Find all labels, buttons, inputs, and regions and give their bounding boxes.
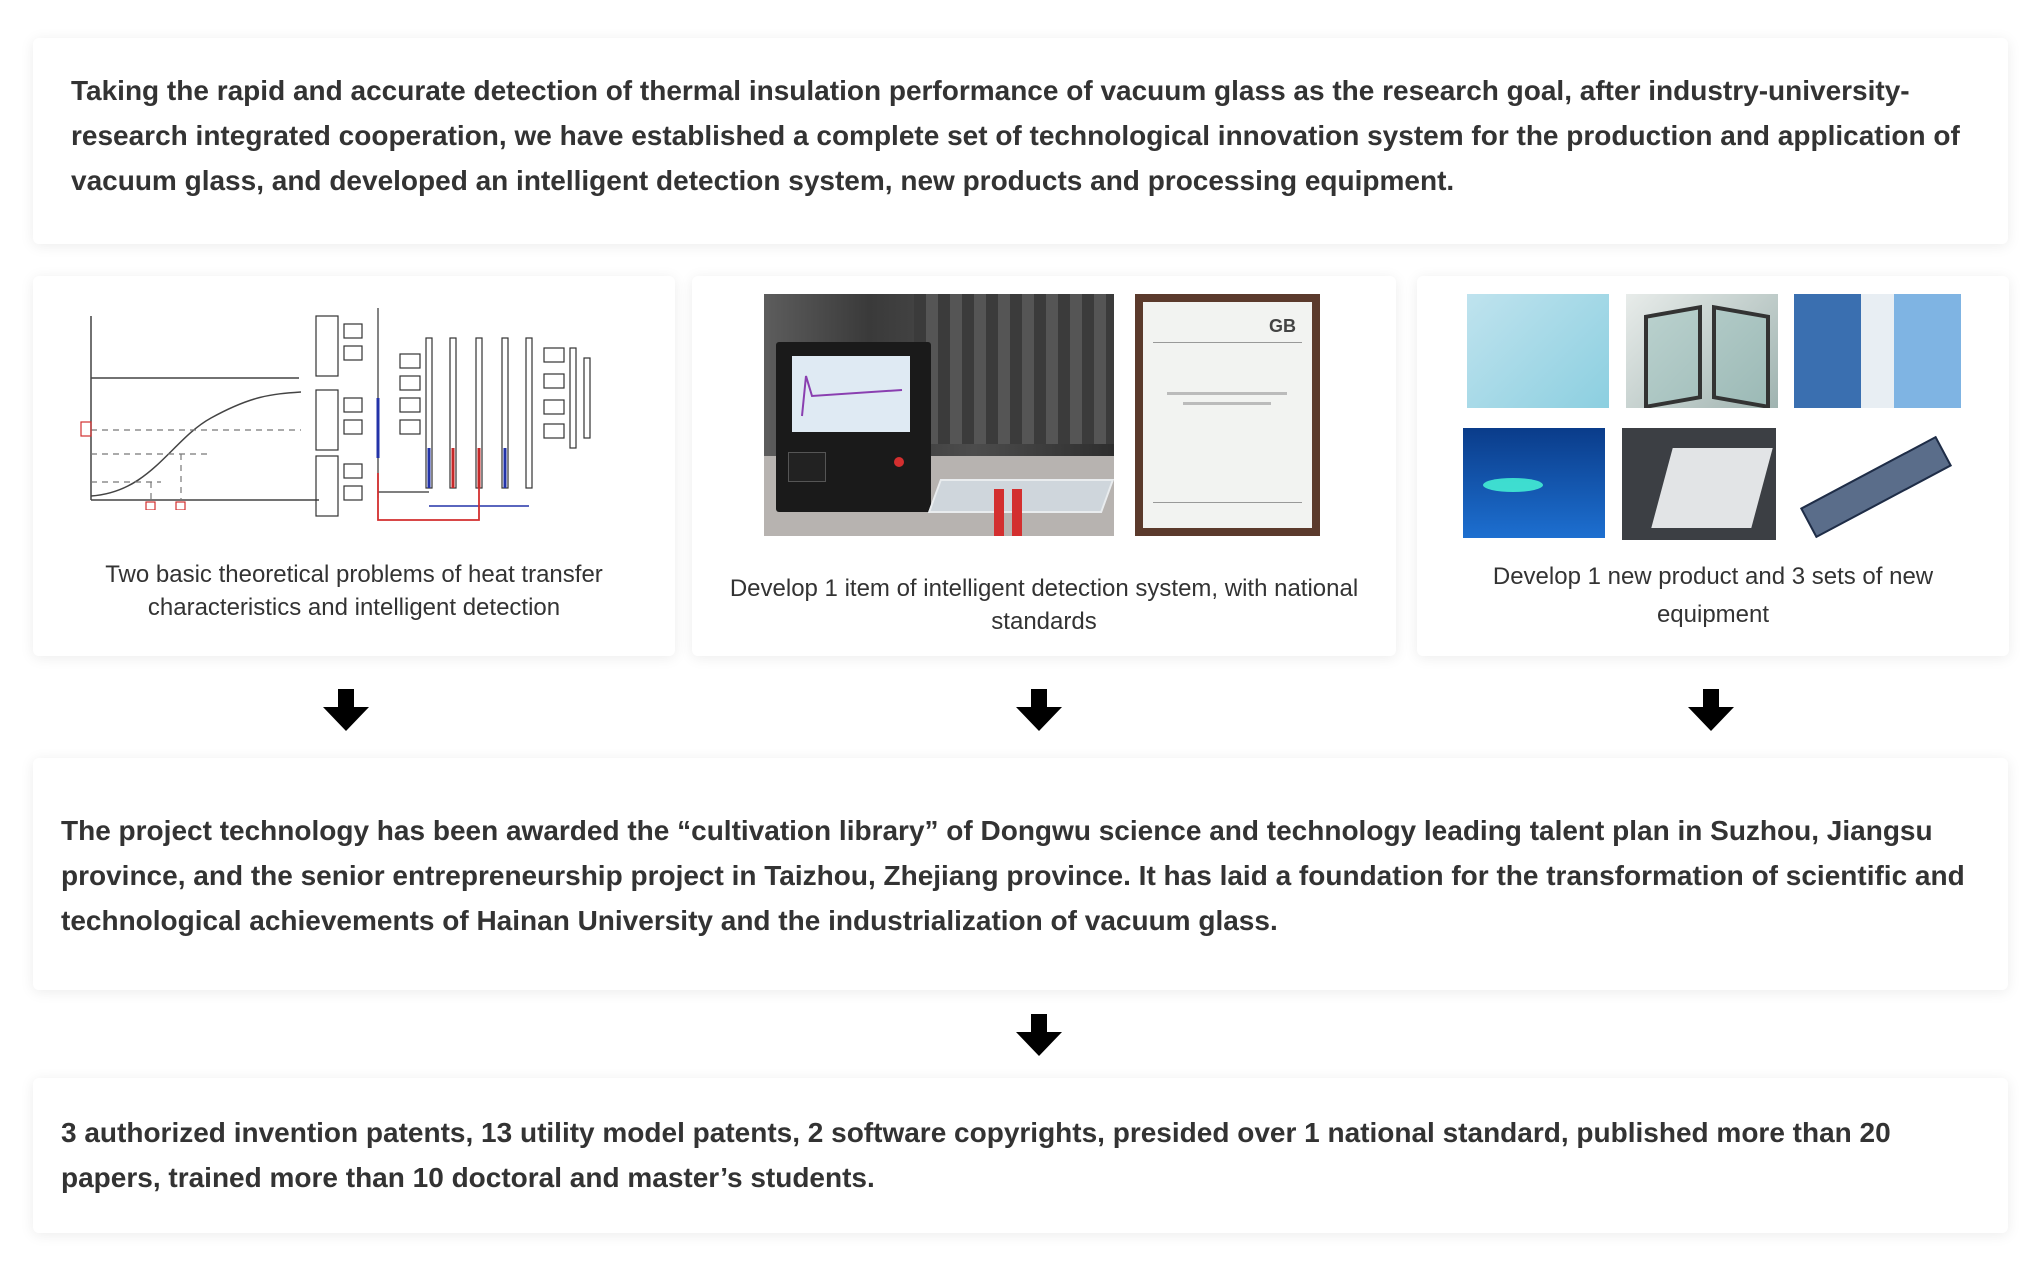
vacuum-glass-photo — [1467, 294, 1609, 408]
doc-title-line — [1167, 392, 1287, 395]
monitor-screen — [792, 356, 910, 432]
award-text: The project technology has been awarded the “cultivation library” of Dongwu science and technology leading talent plan in Suzhou, Jiangsu province, and the senior entrepreneurship project in Taizhou, Zhejiang province. It has laid a foundation for the transformation of scientific and technological achievements of Hainan University and the industrialization of vacuum glass. — [61, 815, 1965, 936]
theory-caption: Two basic theoretical problems of heat transfer characteristics and intelligent detection — [105, 561, 603, 621]
results-text: 3 authorized invention patents, 13 utility model patents, 2 software copyrights, presided over 1 national standard, published more than 20 papers, trained more than 10 doctoral and master’s students. — [61, 1117, 1891, 1193]
results-card — [33, 1078, 2008, 1233]
digital-display — [788, 452, 826, 482]
detection-caption: Develop 1 item of intelligent detection system, with national standards — [729, 575, 1359, 635]
glass-processing-photo — [1463, 428, 1605, 538]
equipment-panel — [1417, 276, 2009, 656]
line-body — [1800, 436, 1952, 538]
production-line-render — [1789, 428, 1961, 540]
intro-card — [33, 38, 2008, 244]
pane-frame — [1644, 305, 1702, 408]
heat-transfer-curve-figure — [61, 310, 321, 510]
detector-monitor — [776, 342, 931, 512]
document-page — [1143, 302, 1312, 528]
detection-device-photo — [764, 294, 1114, 536]
machine-body — [1651, 448, 1772, 528]
theory-panel — [33, 276, 675, 656]
detection-panel — [692, 276, 1396, 656]
red-strap — [994, 489, 1004, 536]
indicator-led — [894, 457, 904, 467]
down-arrow-icon-1 — [323, 689, 369, 731]
national-standard-document — [1135, 294, 1320, 536]
glow — [1483, 478, 1543, 492]
gb-logo: GB — [1269, 316, 1296, 336]
screen-curve-icon — [792, 356, 910, 432]
pane-frame-2 — [1712, 305, 1770, 408]
red-strap-2 — [1012, 489, 1022, 536]
award-card — [33, 758, 2008, 990]
curtain — [914, 294, 1114, 444]
down-arrow-icon-2 — [1016, 689, 1062, 731]
detection-circuit-diagram — [308, 298, 648, 528]
doc-title-line-2 — [1183, 402, 1271, 405]
processing-machine-photo — [1622, 428, 1776, 540]
equipment-caption: Develop 1 new product and 3 sets of new equipment — [1492, 563, 1934, 628]
down-arrow-icon-3 — [1688, 689, 1734, 731]
intro-text: Taking the rapid and accurate detection of thermal insulation performance of vacuum glass as the research goal, after industry-university-research integrated cooperation, we have established a complete set of technological innovation system for the production and application of vacuum glass, and developed an intelligent detection system, new products and processing equipment. — [71, 75, 1960, 196]
down-arrow-icon-4 — [1016, 1014, 1062, 1056]
building-facade-photo — [1794, 294, 1961, 408]
doc-header-line — [1153, 342, 1302, 343]
doc-footer-line — [1153, 502, 1302, 503]
glass-panes-photo — [1626, 294, 1778, 408]
